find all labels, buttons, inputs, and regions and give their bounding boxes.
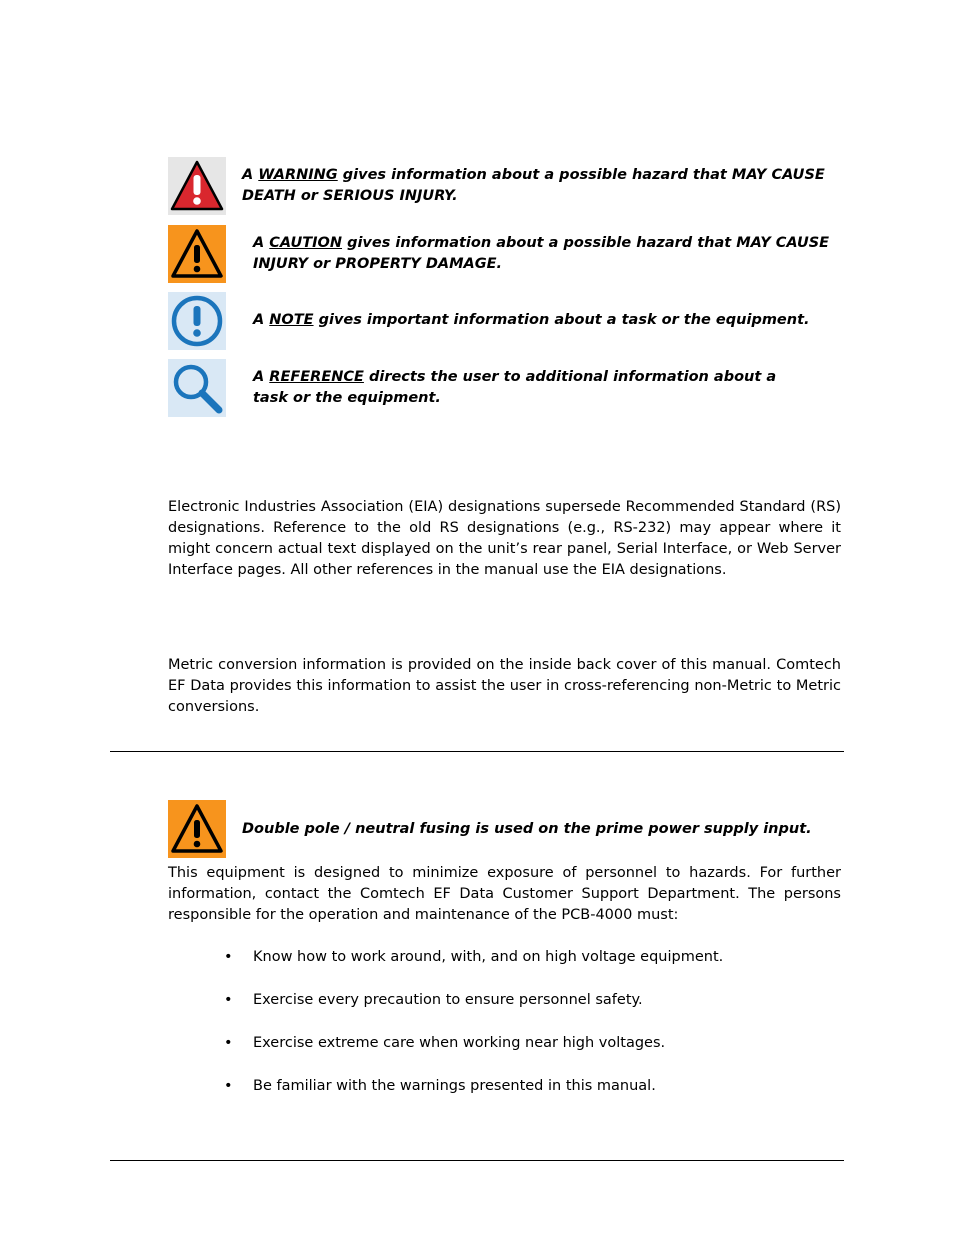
fuse-caution-text: Double pole / neutral fusing is used on the prime power supply input. [242,821,812,837]
bullet-icon: • [224,1035,233,1051]
note-notice-text: A NOTE gives important information about a task or the equipment. [253,312,810,328]
reference-icon [168,359,226,417]
warning-notice-text: A WARNING gives information about a possible hazard that MAY CAUSE DEATH or SERIOUS INJURY. [242,167,825,204]
caution-notice-text: A CAUTION gives information about a possible hazard that MAY CAUSE INJURY or PROPERTY DAMAGE. [253,235,830,272]
section-divider [110,751,844,752]
eia-paragraph: Electronic Industries Association (EIA) designations supersede Recommended Standard (RS) designations. Reference to the old RS designations (e.g., RS-232) may appear where it might concern actual text displayed on the unit’s rear panel, Serial Interface, or Web Server Interface pages. All other references in the manual use the EIA designations. [168,499,841,578]
warning-icon [168,157,226,215]
warning-keyword: WARNING [258,167,338,183]
caution-icon [168,225,226,283]
metric-paragraph: Metric conversion information is provided on the inside back cover of this manual. Comtech EF Data provides this information to assist the user in cross-referencing non-Metric to Metric conversions. [168,657,841,715]
bullet-icon: • [224,1078,233,1094]
safety-paragraph: This equipment is designed to minimize exposure of personnel to hazards. For further information, contact the Comtech EF Data Customer Support Department. The persons responsible for the operation and maintenance of the PCB-4000 must: [168,865,841,923]
bullet-icon: • [224,949,233,965]
bullet-icon: • [224,992,233,1008]
caution-icon [168,800,226,858]
reference-keyword: REFERENCE [269,369,364,385]
note-keyword: NOTE [269,312,314,328]
footer-divider [110,1160,844,1161]
reference-notice-text: A REFERENCE directs the user to additional information about a task or the equipment. [253,369,777,406]
note-icon [168,292,226,350]
caution-keyword: CAUTION [269,235,343,251]
